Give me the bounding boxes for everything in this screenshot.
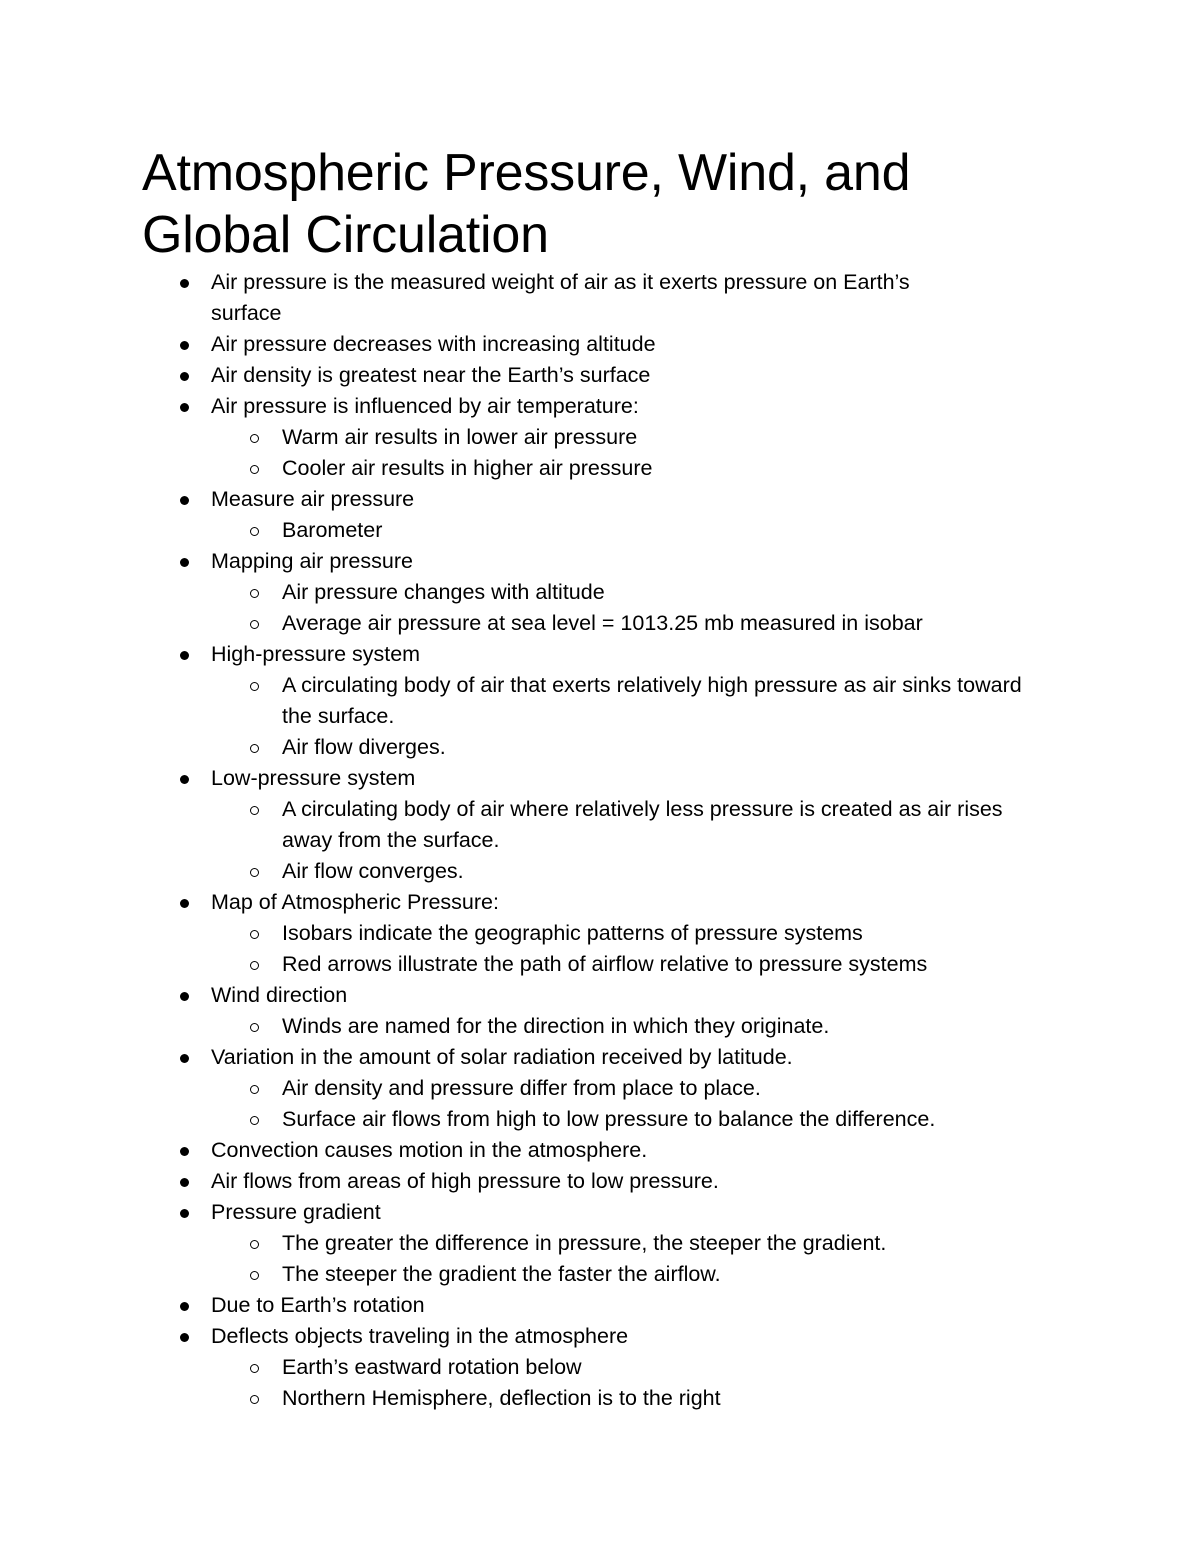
list-item (142, 1166, 1062, 1197)
list-item (142, 484, 1062, 546)
sub-list-item-text: Barometer (282, 518, 383, 542)
sub-list-item (142, 1352, 1062, 1383)
sub-bullet-list (211, 1352, 1062, 1414)
filled-bullet-icon (180, 496, 189, 505)
hollow-bullet-icon (250, 744, 259, 753)
hollow-bullet-icon (250, 434, 259, 443)
sub-list-item-text: Surface air flows from high to low pressure to balance the difference. (282, 1107, 936, 1131)
filled-bullet-icon (180, 775, 189, 784)
sub-bullet-list (211, 515, 1062, 546)
list-item (142, 329, 1062, 360)
sub-list-item-text: Warm air results in lower air pressure (282, 425, 638, 449)
list-item-text: Air flows from areas of high pressure to low pressure. (211, 1169, 719, 1193)
list-item-text: Air density is greatest near the Earth’s surface (211, 363, 651, 387)
sub-list-item-text: The greater the difference in pressure, the steeper the gradient. (282, 1231, 887, 1255)
sub-bullet-list (211, 1011, 1062, 1042)
list-item-text: High-pressure system (211, 642, 421, 666)
hollow-bullet-icon (250, 868, 259, 877)
hollow-bullet-icon (250, 1240, 259, 1249)
sub-list-item (142, 1104, 1062, 1135)
hollow-bullet-icon (250, 961, 259, 970)
list-item-text: Map of Atmospheric Pressure: (211, 890, 499, 914)
list-item-text: Due to Earth’s rotation (211, 1293, 425, 1317)
hollow-bullet-icon (250, 620, 259, 629)
hollow-bullet-icon (250, 682, 259, 691)
filled-bullet-icon (180, 1178, 189, 1187)
sub-bullet-list (211, 1073, 1062, 1135)
list-item-text: Air pressure is the measured weight of air as it exerts pressure on Earth’s surface (211, 270, 910, 325)
list-item-text: Pressure gradient (211, 1200, 381, 1224)
list-item (142, 1042, 1062, 1135)
list-item (142, 1321, 1062, 1414)
hollow-bullet-icon (250, 1116, 259, 1125)
sub-list-item (142, 1073, 1062, 1104)
sub-list-item (142, 732, 1062, 763)
list-item (142, 546, 1062, 639)
list-item (142, 267, 1062, 329)
sub-list-item (142, 1011, 1062, 1042)
list-item-text: Air pressure is influenced by air temperature: (211, 394, 639, 418)
hollow-bullet-icon (250, 1395, 259, 1404)
filled-bullet-icon (180, 1209, 189, 1218)
list-item (142, 763, 1062, 887)
sub-list-item (142, 794, 1062, 856)
hollow-bullet-icon (250, 1364, 259, 1373)
sub-list-item (142, 453, 1062, 484)
sub-list-item (142, 670, 1062, 732)
list-item-text: Air pressure decreases with increasing altitude (211, 332, 656, 356)
filled-bullet-icon (180, 1054, 189, 1063)
sub-list-item-text: Isobars indicate the geographic patterns of pressure systems (282, 921, 863, 945)
sub-list-item (142, 1383, 1062, 1414)
sub-bullet-list (211, 577, 1062, 639)
sub-list-item-text: Air flow converges. (282, 859, 464, 883)
sub-list-item (142, 515, 1062, 546)
sub-list-item-text: Winds are named for the direction in which they originate. (282, 1014, 830, 1038)
sub-bullet-list (211, 422, 1062, 484)
sub-list-item-text: Average air pressure at sea level = 1013.25 mb measured in isobar (282, 611, 923, 635)
filled-bullet-icon (180, 279, 189, 288)
list-item (142, 360, 1062, 391)
sub-list-item (142, 422, 1062, 453)
filled-bullet-icon (180, 899, 189, 908)
sub-list-item (142, 918, 1062, 949)
sub-list-item-text: Cooler air results in higher air pressure (282, 456, 653, 480)
sub-list-item (142, 949, 1062, 980)
sub-list-item (142, 856, 1062, 887)
sub-list-item (142, 608, 1062, 639)
sub-list-item-text: The steeper the gradient the faster the airflow. (282, 1262, 721, 1286)
sub-bullet-list (211, 918, 1062, 980)
sub-bullet-list (211, 670, 1062, 763)
hollow-bullet-icon (250, 465, 259, 474)
hollow-bullet-icon (250, 1271, 259, 1280)
list-item (142, 1290, 1062, 1321)
list-item (142, 1135, 1062, 1166)
document-page (142, 142, 1062, 1414)
filled-bullet-icon (180, 403, 189, 412)
list-item-text: Wind direction (211, 983, 348, 1007)
filled-bullet-icon (180, 372, 189, 381)
filled-bullet-icon (180, 1333, 189, 1342)
list-item (142, 980, 1062, 1042)
hollow-bullet-icon (250, 527, 259, 536)
hollow-bullet-icon (250, 930, 259, 939)
filled-bullet-icon (180, 1147, 189, 1156)
list-item (142, 887, 1062, 980)
filled-bullet-icon (180, 992, 189, 1001)
page-title: Atmospheric Pressure, Wind, and Global Circulation (142, 144, 911, 264)
list-item-text: Deflects objects traveling in the atmosphere (211, 1324, 629, 1348)
hollow-bullet-icon (250, 589, 259, 598)
sub-list-item-text: A circulating body of air where relatively less pressure is created as air rises away from the surface. (282, 797, 1003, 852)
list-item (142, 1197, 1062, 1290)
sub-list-item-text: Earth’s eastward rotation below (282, 1355, 582, 1379)
sub-list-item-text: A circulating body of air that exerts relatively high pressure as air sinks toward the surface. (282, 673, 1022, 728)
hollow-bullet-icon (250, 1023, 259, 1032)
filled-bullet-icon (180, 558, 189, 567)
hollow-bullet-icon (250, 806, 259, 815)
sub-list-item (142, 1259, 1062, 1290)
sub-list-item-text: Air flow diverges. (282, 735, 446, 759)
list-item (142, 391, 1062, 484)
list-item-text: Measure air pressure (211, 487, 415, 511)
list-item (142, 639, 1062, 763)
list-item-text: Low-pressure system (211, 766, 416, 790)
list-item-text: Variation in the amount of solar radiation received by latitude. (211, 1045, 793, 1069)
sub-bullet-list (211, 794, 1062, 887)
hollow-bullet-icon (250, 1085, 259, 1094)
filled-bullet-icon (180, 1302, 189, 1311)
sub-list-item (142, 577, 1062, 608)
sub-list-item-text: Air density and pressure differ from place to place. (282, 1076, 761, 1100)
sub-list-item (142, 1228, 1062, 1259)
bullet-list (142, 267, 1062, 1414)
sub-list-item-text: Red arrows illustrate the path of airflow relative to pressure systems (282, 952, 928, 976)
filled-bullet-icon (180, 651, 189, 660)
sub-list-item-text: Air pressure changes with altitude (282, 580, 605, 604)
list-item-text: Convection causes motion in the atmosphere. (211, 1138, 648, 1162)
sub-bullet-list (211, 1228, 1062, 1290)
list-item-text: Mapping air pressure (211, 549, 413, 573)
filled-bullet-icon (180, 341, 189, 350)
sub-list-item-text: Northern Hemisphere, deflection is to the right (282, 1386, 721, 1410)
